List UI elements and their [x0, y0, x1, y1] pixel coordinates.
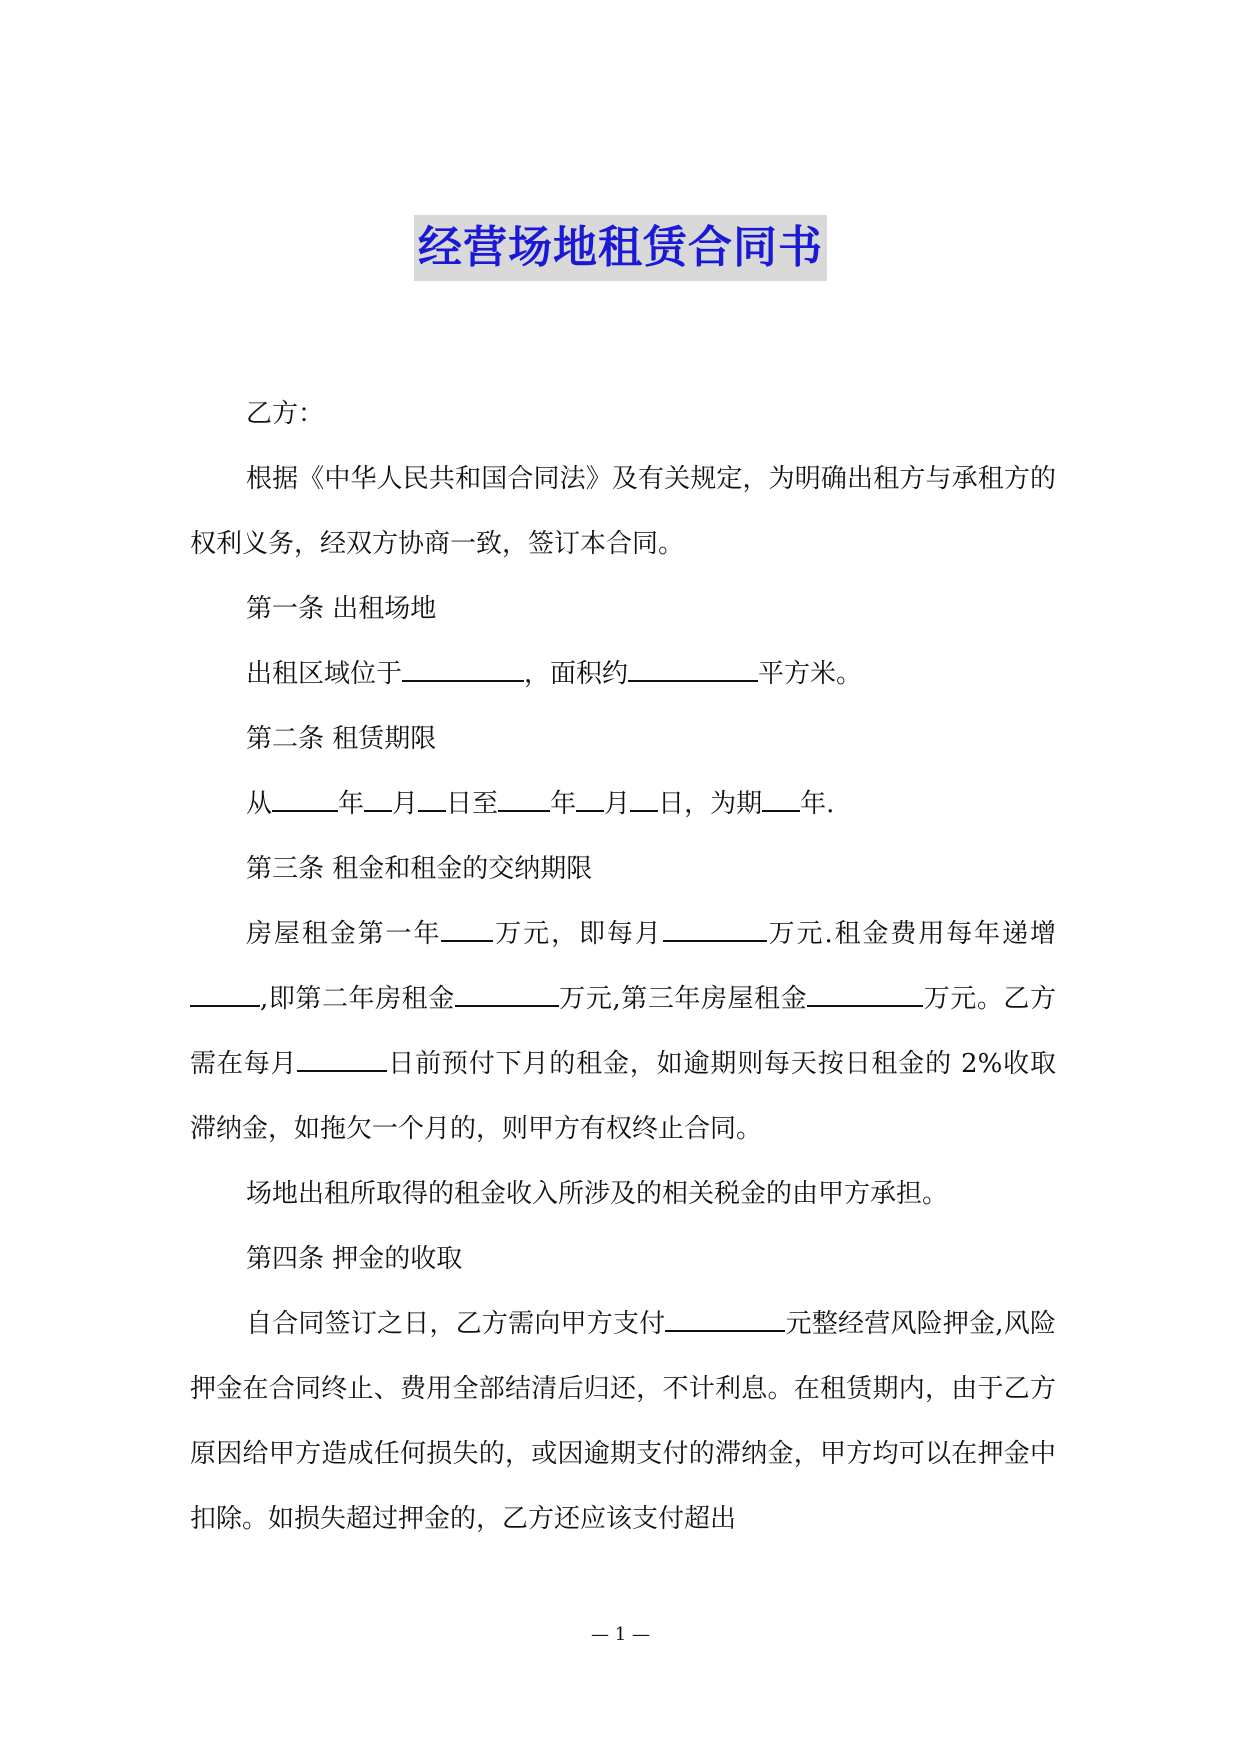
intro-paragraph: 根据《中华人民共和国合同法》及有关规定，为明确出租方与承租方的权利义务，经双方协商一致，签订本合同。	[190, 464, 1056, 559]
end-year-blank	[498, 788, 550, 812]
end-month-blank	[576, 788, 604, 812]
party-b-line: 乙方：	[246, 399, 325, 429]
start-year-blank	[272, 788, 338, 812]
payment-day-blank	[297, 1048, 387, 1072]
start-day-blank	[418, 788, 446, 812]
monthly-rent-blank	[663, 918, 767, 942]
article-3-heading: 第三条 租金和租金的交纳期限	[246, 854, 593, 884]
deposit-amount-blank	[665, 1308, 785, 1332]
increase-rate-blank	[190, 983, 260, 1007]
article-2-text: 从 年 月 日至 年 月 日，为期 年.	[246, 789, 835, 819]
page-number: — 1 —	[591, 1624, 650, 1645]
second-year-rent-blank	[455, 983, 559, 1007]
location-blank	[402, 658, 524, 682]
tax-paragraph: 场地出租所取得的租金收入所涉及的相关税金的由甲方承担。	[246, 1179, 949, 1209]
end-day-blank	[630, 788, 658, 812]
first-year-rent-blank	[441, 918, 493, 942]
article-1-text: 出租区域位于 ，面积约 平方米。	[246, 659, 863, 689]
article-1-heading: 第一条 出租场地	[246, 594, 437, 624]
start-month-blank	[364, 788, 392, 812]
document-body	[190, 382, 1056, 1552]
article-2-heading: 第二条 租赁期限	[246, 724, 437, 754]
term-years-blank	[762, 788, 800, 812]
article-4-heading: 第四条 押金的收取	[246, 1244, 463, 1274]
document-title: 经营场地租赁合同书	[414, 215, 827, 281]
title-area	[0, 215, 1241, 281]
area-blank	[628, 658, 758, 682]
third-year-rent-blank	[807, 983, 923, 1007]
article-4-text: 自合同签订之日，乙方需向甲方支付 元整经营风险押金,风险押金在合同终止、费用全部结清后归还，不计利息。在租赁期内，由于乙方原因给甲方造成任何损失的，或因逾期支付的滞纳金，甲方均可以在押金中扣除。如损失超过押金的，乙方还应该支付超出	[190, 1309, 1056, 1534]
article-3-text: 房屋租金第一年 万元，即每月 万元.租金费用每年递增,即第二年房租金 万元,第三年房屋租金 万元。乙方需在每月 日前预付下月的租金，如逾期则每天按日租金的 2%收取滞纳金，如拖欠一个月的，则甲方有权终止合同。	[190, 919, 1056, 1144]
